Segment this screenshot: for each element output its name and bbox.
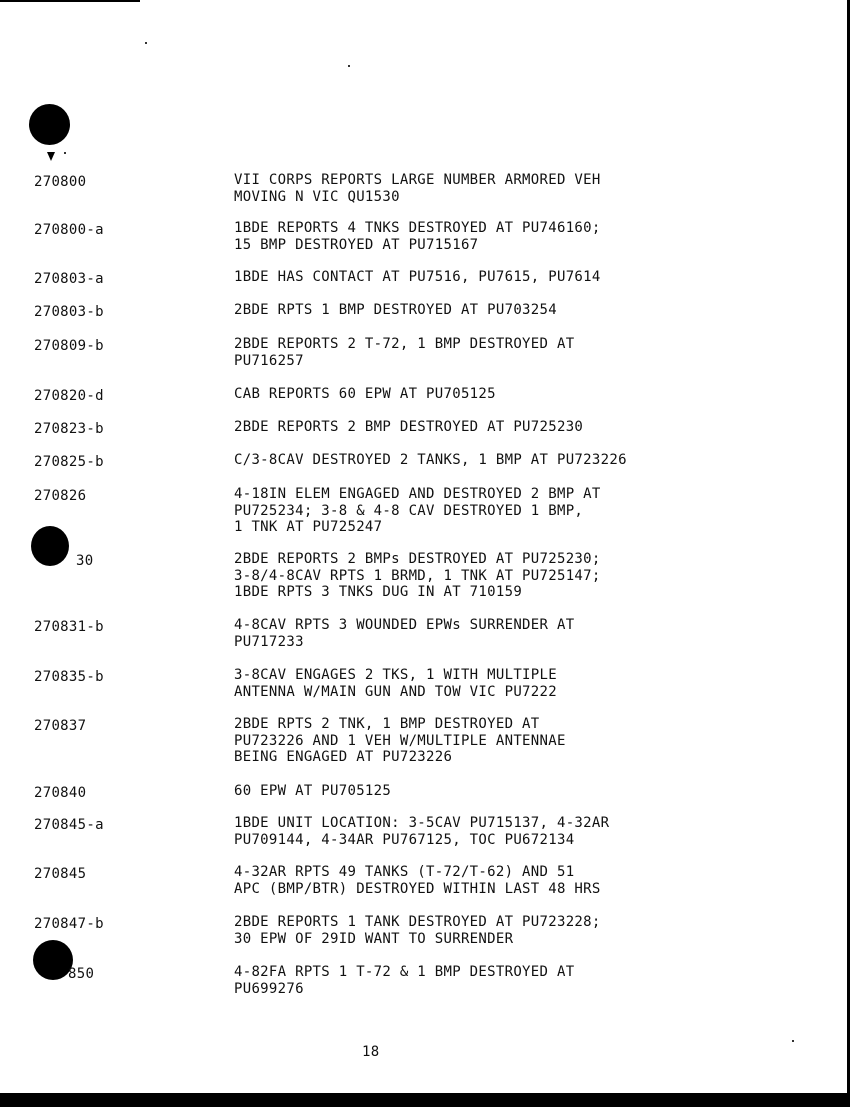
entry-text: 2BDE REPORTS 1 TANK DESTROYED AT PU723228; 30 EPW OF 29ID WANT TO SURRENDER xyxy=(234,914,601,947)
entry-text: 4-82FA RPTS 1 T-72 & 1 BMP DESTROYED AT PU699276 xyxy=(234,964,575,997)
entry-text: 2BDE REPORTS 2 T-72, 1 BMP DESTROYED AT PU716257 xyxy=(234,336,575,369)
entry-text: 2BDE RPTS 1 BMP DESTROYED AT PU703254 xyxy=(234,302,557,318)
entry-time: 270820-d xyxy=(34,388,104,404)
entry-time: 270803-b xyxy=(34,304,104,320)
entry-time: 270803-a xyxy=(34,271,104,287)
entry-time: 270837 xyxy=(34,718,87,734)
scan-speck xyxy=(348,65,350,67)
entry-text: 1BDE UNIT LOCATION: 3-5CAV PU715137, 4-32AR PU709144, 4-34AR PU767125, TOC PU672134 xyxy=(234,815,610,848)
triangle-mark xyxy=(47,152,55,161)
scan-speck xyxy=(64,152,66,154)
entry-time: 270800 xyxy=(34,174,87,190)
entry-text: 1BDE HAS CONTACT AT PU7516, PU7615, PU7614 xyxy=(234,269,601,285)
entry-text: VII CORPS REPORTS LARGE NUMBER ARMORED VEH MOVING N VIC QU1530 xyxy=(234,172,601,205)
entry-text: 3-8CAV ENGAGES 2 TKS, 1 WITH MULTIPLE ANTENNA W/MAIN GUN AND TOW VIC PU7222 xyxy=(234,667,557,700)
entry-text: 60 EPW AT PU705125 xyxy=(234,783,392,799)
entry-text: 1BDE REPORTS 4 TNKS DESTROYED AT PU746160; 15 BMP DESTROYED AT PU715167 xyxy=(234,220,601,253)
entry-time: 270840 xyxy=(34,785,87,801)
entry-time: 270825-b xyxy=(34,454,104,470)
entry-time: 850 xyxy=(68,966,95,982)
scan-speck xyxy=(792,1040,794,1042)
punch-hole-top xyxy=(29,104,70,145)
entry-time: 270835-b xyxy=(34,669,104,685)
entry-time: 270823-b xyxy=(34,421,104,437)
entry-text: CAB REPORTS 60 EPW AT PU705125 xyxy=(234,386,496,402)
entry-time: 270826 xyxy=(34,488,87,504)
entry-text: 4-8CAV RPTS 3 WOUNDED EPWs SURRENDER AT PU717233 xyxy=(234,617,575,650)
punch-hole-middle xyxy=(31,526,69,566)
entry-text: C/3-8CAV DESTROYED 2 TANKS, 1 BMP AT PU723226 xyxy=(234,452,627,468)
entry-time: 270831-b xyxy=(34,619,104,635)
entry-time: 30 xyxy=(76,553,94,569)
entry-time: 270845-a xyxy=(34,817,104,833)
page-number: 18 xyxy=(362,1044,380,1060)
scan-speck xyxy=(145,42,147,44)
scan-border-top xyxy=(0,0,140,2)
punch-hole-bottom xyxy=(33,940,73,980)
entry-text: 2BDE REPORTS 2 BMP DESTROYED AT PU725230 xyxy=(234,419,584,435)
entry-text: 4-32AR RPTS 49 TANKS (T-72/T-62) AND 51 APC (BMP/BTR) DESTROYED WITHIN LAST 48 HRS xyxy=(234,864,601,897)
entry-time: 270800-a xyxy=(34,222,104,238)
entry-time: 270809-b xyxy=(34,338,104,354)
entry-text: 2BDE REPORTS 2 BMPs DESTROYED AT PU725230; 3-8/4-8CAV RPTS 1 BRMD, 1 TNK AT PU725147; 1BDE RPTS 3 TNKS DUG IN AT 710159 xyxy=(234,551,601,600)
entry-text: 4-18IN ELEM ENGAGED AND DESTROYED 2 BMP AT PU725234; 3-8 & 4-8 CAV DESTROYED 1 BMP, 1 TNK AT PU725247 xyxy=(234,486,601,535)
entry-time: 270845 xyxy=(34,866,87,882)
entry-time: 270847-b xyxy=(34,916,104,932)
scan-border-bottom xyxy=(0,1093,850,1107)
entry-text: 2BDE RPTS 2 TNK, 1 BMP DESTROYED AT PU723226 AND 1 VEH W/MULTIPLE ANTENNAE BEING ENGAGED AT PU723226 xyxy=(234,716,566,765)
